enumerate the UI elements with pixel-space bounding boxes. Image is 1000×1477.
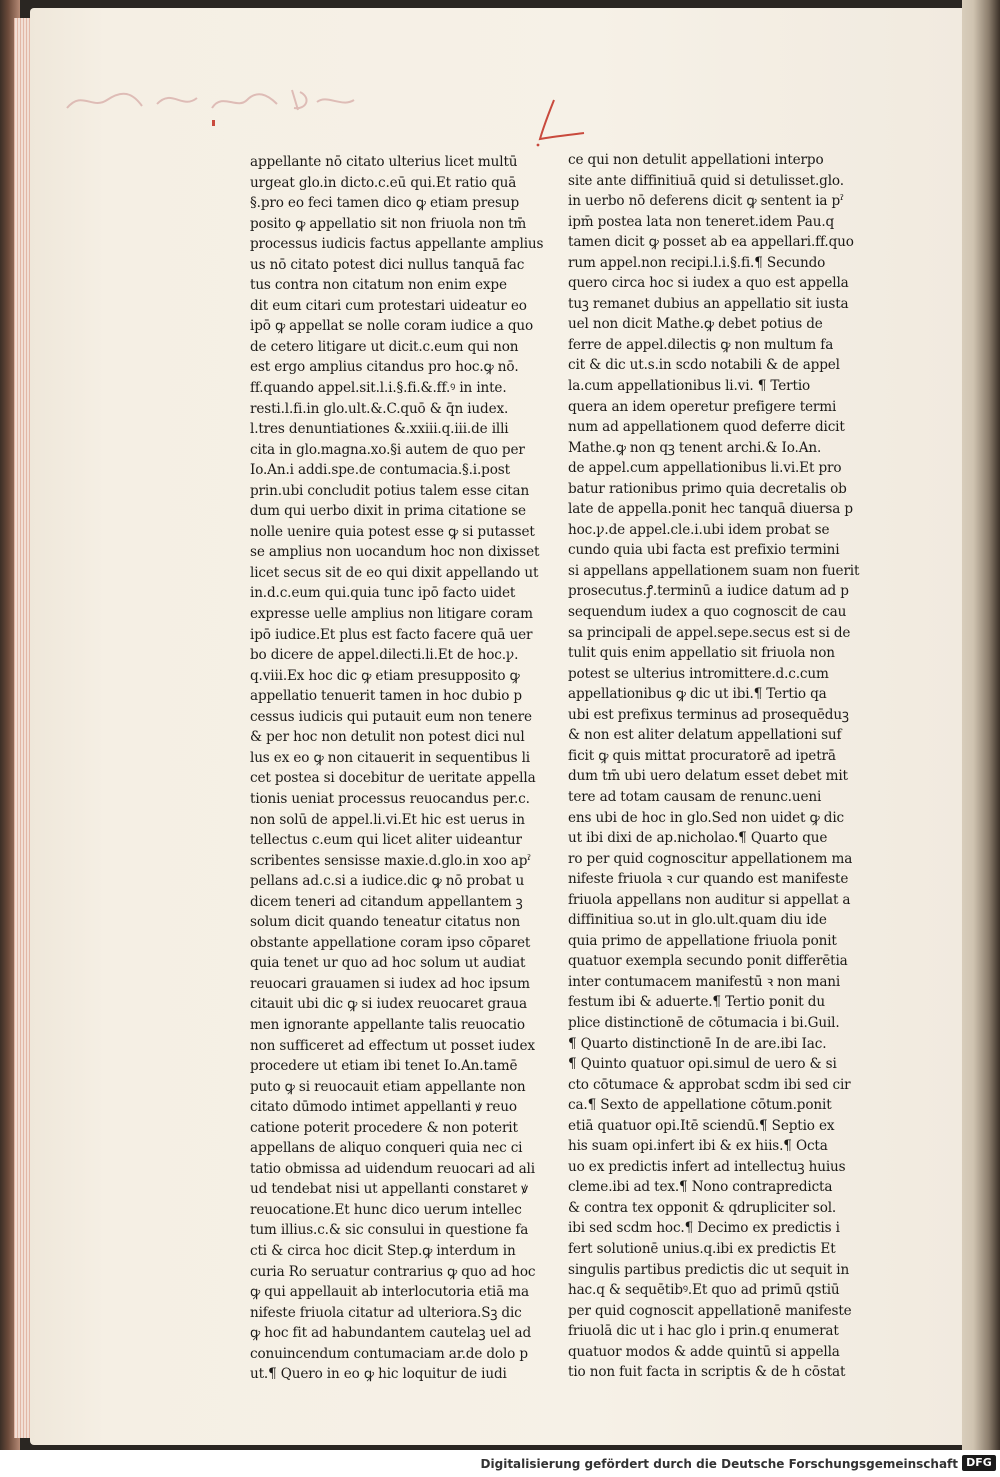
text-line: dicem teneri ad citandum appellantem ꝫ: [250, 893, 523, 910]
text-line: cti & circa hoc dicit Step.ꝙ interdum in: [250, 1242, 516, 1259]
text-line: quero circa hoc si iudex a quo est appella: [568, 275, 849, 292]
text-line: est ergo amplius citandus pro hoc.ꝙ nō.: [250, 359, 519, 376]
text-line: in.d.c.eum qui.quia tunc ipō facto uidet: [250, 585, 516, 602]
text-line: procedere ut etiam ibi tenet Io.An.tamē: [250, 1058, 518, 1075]
text-line: licet secus sit de eo qui dixit appellando ut: [250, 564, 539, 581]
text-line: & non est aliter delatum appellationi suf: [568, 727, 842, 744]
text-line: reuocatione.Et hunc dico uerum intellec: [250, 1201, 522, 1218]
text-line: tere ad totam causam de renunc.ueni: [568, 788, 822, 805]
text-line: ff.quando appel.sit.l.i.§.fi.&.ff.ꝰ in inte.: [250, 380, 507, 397]
text-line: uel non dicit Mathe.ꝙ debet potius de: [568, 316, 823, 333]
text-line: §.pro eo feci tamen dico ꝙ etiam presup: [250, 195, 520, 212]
text-line: ens ubi de hoc in glo.Sed non uidet ꝙ dic: [568, 809, 844, 826]
text-line: sequendum iudex a quo cognoscit de cau: [568, 604, 847, 621]
text-line: bo dicere de appel.dilecti.li.Et de hoc.ꝩ.: [250, 647, 519, 664]
text-line: hac.q & sequētibꝰ.Et quo ad primū qstiū: [568, 1282, 840, 1299]
text-line: de appel.cum appellationibus li.vi.Et pro: [568, 460, 842, 477]
text-line: his suam opi.infert ibi & ex hiis.¶ Octa: [568, 1138, 828, 1155]
text-line: obstante appellatione coram ipso cōparet: [250, 934, 531, 951]
text-line: citato dūmodo intimet appellanti ꝟ reuo: [250, 1099, 517, 1116]
text-line: ipō iudice.Et plus est facto facere quā uer: [250, 626, 533, 643]
text-line: ut ibi dixi de ap.nicholao.¶ Quarto que: [568, 830, 828, 847]
text-line: & contra tex opponit & qdrupliciter sol.: [568, 1199, 837, 1216]
text-line: si appellans appellationem suam non fuerit: [568, 562, 860, 579]
text-line: per quid cognoscit appellationē manifeste: [568, 1302, 852, 1319]
text-line: tionis ueniat processus reuocandus per.c.: [250, 790, 530, 807]
text-line: appellationibus ꝙ dic ut ibi.¶ Tertio qa: [568, 686, 827, 703]
text-line: in uerbo nō deferens dicit ꝙ sentent ia pˀ: [568, 193, 844, 210]
text-line: catione poterit procedere & non poterit: [250, 1119, 518, 1136]
text-line: cit & dic ut.s.in scdo notabili & de appel: [568, 357, 840, 374]
text-line: ferre de appel.dilectis ꝙ non multum fa: [568, 336, 834, 353]
text-line: cundo quia ubi facta est prefixio termini: [568, 542, 840, 559]
text-line: cet postea si docebitur de ueritate appella: [250, 770, 536, 787]
text-line: fert solutionē unius.q.ibi ex predictis Et: [568, 1240, 836, 1257]
text-line: us nō citato potest dici nullus tanquā fac: [250, 256, 525, 273]
text-line: tamen dicit ꝙ posset ab ea appellari.ff.quo: [568, 234, 854, 251]
text-line: tum illius.c.& sic consului in questione fa: [250, 1222, 529, 1239]
pencil-marginal-note: [62, 80, 362, 120]
text-line: curia Ro seruatur contrarius ꝙ quo ad hoc: [250, 1263, 536, 1280]
text-line: tatio obmissa ad uidendum reuocari ad ali: [250, 1160, 535, 1177]
text-line: appellante nō citato ulterius licet multū: [250, 154, 518, 170]
text-line: & per hoc non detulit non potest dici nul: [250, 729, 525, 746]
text-line: scribentes sensisse maxie.d.glo.in xoo apˀ: [250, 852, 531, 869]
text-line: festum ibi & aduerte.¶ Tertio ponit du: [568, 994, 825, 1011]
text-line: friuolā dic ut i hac glo i prin.q enumerat: [568, 1323, 839, 1340]
text-line: uo ex predictis infert ad intellectuꝫ huius: [568, 1158, 846, 1175]
text-line: cleme.ibi ad tex.¶ Nono contrapredicta: [568, 1179, 833, 1196]
text-line: puto ꝙ si reuocauit etiam appellante non: [250, 1078, 526, 1095]
text-line: tio non fuit facta in scriptis & de h cōstat: [568, 1364, 846, 1381]
text-line: friuola appellans non auditur si appellat a: [568, 891, 851, 908]
text-line: tus contra non citatum non enim expe: [250, 277, 507, 294]
text-line: rum appel.non recipi.l.i.§.fi.¶ Secundo: [568, 254, 826, 271]
text-line: lus ex eo ꝙ non citauerit in sequentibus li: [250, 749, 530, 766]
text-line: hoc.ꝩ.de appel.cle.i.ubi idem probat se: [568, 521, 830, 538]
text-line: etiā quatuor opi.Itē sciendū.¶ Septio ex: [568, 1117, 835, 1134]
text-line: reuocari grauamen si iudex ad hoc ipsum: [250, 975, 530, 992]
text-line: nolle uenire quia potest esse ꝙ si putasset: [250, 523, 535, 540]
text-line: prosecutus.ꝭ.terminū a iudice datum ad p: [568, 583, 849, 600]
left-text-column: [250, 152, 550, 1385]
text-line: ubi est prefixus terminus ad prosequēduꝫ: [568, 706, 849, 723]
text-line: non sufficeret ad effectum ut posset iudex: [250, 1037, 535, 1054]
text-line: men ignorante appellante talis reuocatio: [250, 1016, 525, 1033]
text-line: ipō ꝙ appellat se nolle coram iudice a quo: [250, 318, 534, 335]
text-line: resti.l.fi.in glo.ult.&.C.quō & q̄n iudex.: [250, 400, 509, 417]
text-line: plice distinctionē de cōtumacia i bi.Guil.: [568, 1014, 840, 1031]
text-line: tuꝫ remanet dubius an appellatio sit iusta: [568, 295, 849, 312]
text-line: solum dicit quando teneatur citatus non: [250, 914, 521, 931]
text-line: ro per quid cognoscitur appellationem ma: [568, 850, 853, 867]
text-line: appellans de aliquo conqueri quia nec ci: [250, 1140, 523, 1157]
text-line: prin.ubi concludit potius talem esse citan: [250, 482, 530, 499]
text-line: conuincendum contumaciam ar.de dolo p: [250, 1345, 528, 1362]
text-line: appellatio tenuerit tamen in hoc dubio p: [250, 688, 522, 705]
text-line: tulit quis enim appellatio sit friuola non: [568, 645, 835, 662]
text-line: ¶ Quarto distinctionē In de are.ibi Iac.: [568, 1035, 827, 1052]
text-line: Mathe.ꝙ non qꝫ tenent archi.& Io.An.: [568, 439, 822, 456]
text-line: cessus iudicis qui putauit eum non tenere: [250, 708, 532, 725]
text-line: ipm̄ postea lata non teneret.idem Pau.q: [568, 213, 835, 230]
text-line: de cetero litigare ut dicit.c.eum qui non: [250, 338, 519, 355]
text-line: expresse uelle amplius non litigare coram: [250, 606, 533, 623]
text-line: batur rationibus primo quia decretalis ob: [568, 480, 847, 497]
text-line: ibi sed scdm hoc.¶ Decimo ex predictis i: [568, 1220, 840, 1237]
text-line: dum tm̄ ubi uero delatum esset debet mit: [568, 768, 848, 785]
text-line: ca.¶ Sexto de appellatione cōtum.ponit: [568, 1097, 832, 1114]
text-line: processus iudicis factus appellante amplius: [250, 236, 544, 253]
text-line: se amplius non uocandum hoc non dixisset: [250, 544, 540, 561]
text-line: cto cōtumace & approbat scdm ibi sed cir: [568, 1076, 851, 1093]
text-line: pellans ad.c.si a iudice.dic ꝙ nō probat u: [250, 873, 525, 890]
footer-bar: [0, 1450, 1000, 1477]
text-line: ce qui non detulit appellationi interpo: [568, 152, 824, 168]
text-line: potest se ulterius intromittere.d.c.cum: [568, 665, 829, 682]
text-line: sa principali de appel.sepe.secus est si de: [568, 624, 851, 641]
red-tick-mark: [212, 120, 215, 126]
text-line: quera an idem operetur prefigere termi: [568, 398, 837, 415]
text-line: l.tres denuntiationes &.xxiii.q.iii.de illi: [250, 421, 509, 438]
text-line: quatuor modos & adde quintū si appella: [568, 1343, 840, 1360]
right-text-column: [568, 150, 868, 1383]
text-line: posito ꝙ appellatio sit non friuola non tm̄: [250, 215, 527, 232]
right-page-edges: [962, 0, 1000, 1450]
text-line: ꝙ qui appellauit ab interlocutoria etiā ma: [250, 1284, 529, 1301]
text-line: dit eum citari cum protestari uideatur eo: [250, 297, 527, 314]
red-rubric-mark: [520, 95, 600, 155]
text-line: urgeat glo.in dicto.c.eū qui.Et ratio quā: [250, 174, 517, 191]
text-line: cita in glo.magna.xo.§i autem de quo per: [250, 441, 525, 458]
text-line: ¶ Quinto quatuor opi.simul de uero & si: [568, 1056, 837, 1073]
text-line: site ante diffinitiuā quid si detulisset.glo.: [568, 172, 844, 189]
text-line: non solū de appel.li.vi.Et hic est uerus in: [250, 811, 525, 828]
text-line: num ad appellationem quod deferre dicit: [568, 419, 845, 436]
text-line: inter contumacem manifestū ꝛ non mani: [568, 973, 841, 990]
text-line: singulis partibus predictis dic ut sequit in: [568, 1261, 850, 1278]
text-line: ud tendebat nisi ut appellanti constaret ꝟ: [250, 1181, 528, 1198]
text-line: dum qui uerbo dixit in prima citatione se: [250, 503, 526, 520]
dfg-logo: DFG: [962, 1455, 996, 1471]
text-line: quatuor exempla secundo ponit differētia: [568, 953, 848, 970]
funding-credit: Digitalisierung gefördert durch die Deutsche Forschungsgemeinschaft: [480, 1457, 958, 1471]
text-line: citauit ubi dic ꝙ si iudex reuocaret graua: [250, 996, 527, 1013]
text-line: nifeste friuola citatur ad ulteriora.Sꝫ dic: [250, 1304, 522, 1321]
text-line: ꝙ hoc fit ad habundantem cautelaꝫ uel ad: [250, 1325, 532, 1342]
text-line: nifeste friuola ꝛ cur quando est manifeste: [568, 871, 849, 888]
text-line: la.cum appellationibus li.vi. ¶ Tertio: [568, 378, 811, 395]
text-line: quia tenet ur quo ad hoc solum ut audiat: [250, 955, 526, 972]
text-line: ut.¶ Quero in eo ꝙ hic loquitur de iudi: [250, 1366, 507, 1383]
text-line: diffinitiua so.ut in glo.ult.quam diu ide: [568, 912, 827, 929]
text-line: Io.An.i addi.spe.de contumacia.§.i.post: [250, 462, 510, 479]
text-line: quia primo de appellatione friuola ponit: [568, 932, 837, 949]
text-line: ficit ꝙ quis mittat procuratorē ad ipetrā: [568, 747, 836, 764]
text-line: tellectus c.eum qui licet aliter uideantur: [250, 832, 522, 849]
text-line: late de appella.ponit hec tanquā diuersa p: [568, 501, 853, 518]
text-line: q.viii.Ex hoc dic ꝙ etiam presupposito ꝙ: [250, 667, 520, 684]
